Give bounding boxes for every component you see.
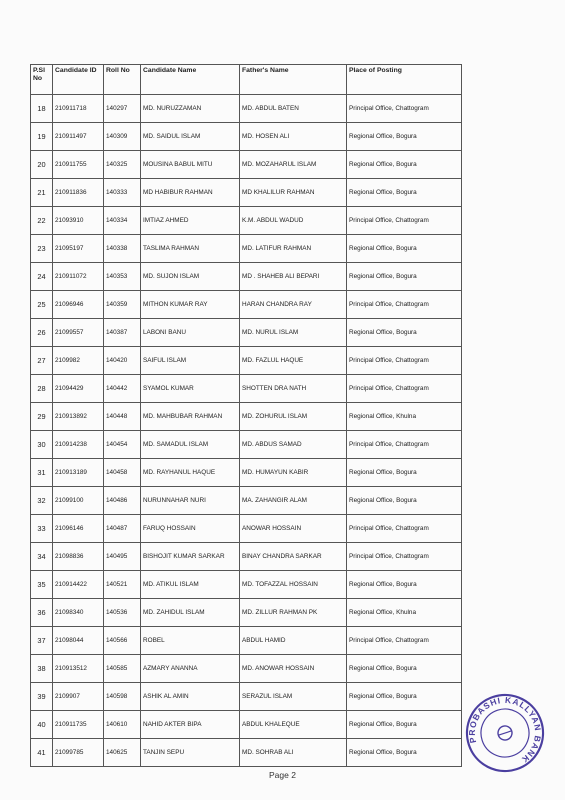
cell-candidate-name: MD. SAIDUL ISLAM (141, 123, 240, 151)
cell-place-of-posting: Principal Office, Chattogram (347, 627, 462, 655)
header-roll-no: Roll No (104, 65, 141, 95)
cell-place-of-posting: Principal Office, Chattogram (347, 375, 462, 403)
table-row (31, 179, 462, 207)
cell-candidate-name: TANJIN SEPU (141, 739, 240, 767)
cell-candidate-name: BISHOJIT KUMAR SARKAR (141, 543, 240, 571)
cell-fathers-name: ANOWAR HOSSAIN (240, 515, 347, 543)
cell-fathers-name: BINAY CHANDRA SARKAR (240, 543, 347, 571)
cell-place-of-posting: Regional Office, Bogura (347, 655, 462, 683)
table-row (31, 431, 462, 459)
cell-place-of-posting: Principal Office, Chattogram (347, 95, 462, 123)
cell-candidate-name: IMTIAZ AHMED (141, 207, 240, 235)
cell-sl-no: 38 (31, 655, 53, 683)
cell-candidate-id: 21098044 (53, 627, 104, 655)
cell-roll-no: 140338 (104, 235, 141, 263)
cell-place-of-posting: Principal Office, Chattogram (347, 543, 462, 571)
table-row (31, 543, 462, 571)
cell-roll-no: 140521 (104, 571, 141, 599)
cell-roll-no: 140585 (104, 655, 141, 683)
cell-candidate-name: FARUQ HOSSAIN (141, 515, 240, 543)
cell-sl-no: 24 (31, 263, 53, 291)
cell-sl-no: 39 (31, 683, 53, 711)
table-row (31, 627, 462, 655)
cell-roll-no: 140297 (104, 95, 141, 123)
cell-candidate-name: MD. SAMADUL ISLAM (141, 431, 240, 459)
cell-sl-no: 33 (31, 515, 53, 543)
cell-roll-no: 140536 (104, 599, 141, 627)
cell-place-of-posting: Regional Office, Khulna (347, 403, 462, 431)
cell-fathers-name: HARAN CHANDRA RAY (240, 291, 347, 319)
cell-roll-no: 140334 (104, 207, 141, 235)
cell-place-of-posting: Regional Office, Bogura (347, 263, 462, 291)
cell-candidate-id: 210911072 (53, 263, 104, 291)
cell-candidate-id: 21093910 (53, 207, 104, 235)
header-place-of-posting: Place of Posting (347, 65, 462, 95)
cell-fathers-name: SHOTTEN DRA NATH (240, 375, 347, 403)
cell-candidate-id: 21099557 (53, 319, 104, 347)
table-row (31, 711, 462, 739)
cell-fathers-name: MD. MOZAHARUL ISLAM (240, 151, 347, 179)
cell-roll-no: 140625 (104, 739, 141, 767)
cell-candidate-name: SYAMOL KUMAR (141, 375, 240, 403)
bank-seal (462, 690, 548, 776)
cell-candidate-id: 2109982 (53, 347, 104, 375)
cell-fathers-name: MD. SOHRAB ALI (240, 739, 347, 767)
table-row (31, 263, 462, 291)
cell-sl-no: 29 (31, 403, 53, 431)
cell-candidate-id: 210913189 (53, 459, 104, 487)
cell-sl-no: 22 (31, 207, 53, 235)
cell-roll-no: 140458 (104, 459, 141, 487)
cell-roll-no: 140566 (104, 627, 141, 655)
cell-roll-no: 140495 (104, 543, 141, 571)
cell-sl-no: 19 (31, 123, 53, 151)
cell-sl-no: 28 (31, 375, 53, 403)
cell-sl-no: 32 (31, 487, 53, 515)
cell-roll-no: 140610 (104, 711, 141, 739)
cell-fathers-name: K.M. ABDUL WADUD (240, 207, 347, 235)
table-row (31, 291, 462, 319)
cell-sl-no: 35 (31, 571, 53, 599)
cell-candidate-name: MD. RAYHANUL HAQUE (141, 459, 240, 487)
cell-place-of-posting: Regional Office, Khulna (347, 599, 462, 627)
seal-text: PROBASHI KALLYAN BANK (466, 694, 544, 766)
cell-candidate-name: MITHON KUMAR RAY (141, 291, 240, 319)
cell-place-of-posting: Regional Office, Bogura (347, 235, 462, 263)
cell-candidate-id: 210911755 (53, 151, 104, 179)
cell-sl-no: 37 (31, 627, 53, 655)
cell-place-of-posting: Principal Office, Chattogram (347, 347, 462, 375)
cell-sl-no: 26 (31, 319, 53, 347)
cell-fathers-name: MD KHALILUR RAHMAN (240, 179, 347, 207)
table-row (31, 207, 462, 235)
cell-candidate-id: 21096146 (53, 515, 104, 543)
table-row (31, 487, 462, 515)
seal-graphic (462, 690, 548, 776)
cell-fathers-name: MD. NURUL ISLAM (240, 319, 347, 347)
cell-fathers-name: MD. ABDUS SAMAD (240, 431, 347, 459)
cell-candidate-name: MD. SUJON ISLAM (141, 263, 240, 291)
cell-roll-no: 140486 (104, 487, 141, 515)
cell-place-of-posting: Regional Office, Bogura (347, 571, 462, 599)
table-row (31, 123, 462, 151)
cell-candidate-id: 21095197 (53, 235, 104, 263)
table-header (31, 65, 462, 95)
cell-roll-no: 140325 (104, 151, 141, 179)
table-row (31, 739, 462, 767)
cell-place-of-posting: Principal Office, Chattogram (347, 291, 462, 319)
cell-roll-no: 140598 (104, 683, 141, 711)
cell-roll-no: 140353 (104, 263, 141, 291)
cell-place-of-posting: Regional Office, Bogura (347, 151, 462, 179)
cell-candidate-id: 210913512 (53, 655, 104, 683)
header-candidate-name: Candidate Name (141, 65, 240, 95)
table-row (31, 235, 462, 263)
cell-place-of-posting: Regional Office, Bogura (347, 683, 462, 711)
cell-place-of-posting: Principal Office, Chattogram (347, 207, 462, 235)
header-row (31, 65, 462, 95)
cell-fathers-name: MD . SHAHEB ALI BEPARI (240, 263, 347, 291)
cell-place-of-posting: Principal Office, Chattogram (347, 515, 462, 543)
cell-candidate-name: MD HABIBUR RAHMAN (141, 179, 240, 207)
table-row (31, 655, 462, 683)
cell-fathers-name: MD. HOSEN ALI (240, 123, 347, 151)
table-row (31, 319, 462, 347)
cell-roll-no: 140359 (104, 291, 141, 319)
cell-roll-no: 140387 (104, 319, 141, 347)
cell-roll-no: 140420 (104, 347, 141, 375)
table-row (31, 571, 462, 599)
cell-candidate-name: NAHID AKTER BIPA (141, 711, 240, 739)
cell-sl-no: 34 (31, 543, 53, 571)
page-number: Page 2 (269, 770, 296, 780)
cell-fathers-name: ABDUL HAMID (240, 627, 347, 655)
cell-sl-no: 36 (31, 599, 53, 627)
cell-fathers-name: ABDUL KHALEQUE (240, 711, 347, 739)
cell-fathers-name: MD. FAZLUL HAQUE (240, 347, 347, 375)
cell-sl-no: 20 (31, 151, 53, 179)
cell-candidate-id: 210911735 (53, 711, 104, 739)
cell-roll-no: 140309 (104, 123, 141, 151)
header-candidate-id: Candidate ID (53, 65, 104, 95)
cell-candidate-name: LABONI BANU (141, 319, 240, 347)
cell-sl-no: 30 (31, 431, 53, 459)
cell-candidate-name: NURUNNAHAR NURI (141, 487, 240, 515)
cell-candidate-name: ASHIK AL AMIN (141, 683, 240, 711)
cell-candidate-id: 21099785 (53, 739, 104, 767)
cell-candidate-name: SAIFUL ISLAM (141, 347, 240, 375)
cell-candidate-name: MD. ATIKUL ISLAM (141, 571, 240, 599)
cell-fathers-name: MD. ANOWAR HOSSAIN (240, 655, 347, 683)
table-row (31, 375, 462, 403)
cell-place-of-posting: Regional Office, Bogura (347, 487, 462, 515)
table-row (31, 515, 462, 543)
cell-fathers-name: MD. ABDUL BATEN (240, 95, 347, 123)
cell-sl-no: 21 (31, 179, 53, 207)
cell-sl-no: 41 (31, 739, 53, 767)
cell-candidate-id: 21094429 (53, 375, 104, 403)
cell-place-of-posting: Regional Office, Bogura (347, 179, 462, 207)
cell-candidate-name: MD. ZAHIDUL ISLAM (141, 599, 240, 627)
cell-fathers-name: MD. ZILLUR RAHMAN PK (240, 599, 347, 627)
cell-place-of-posting: Regional Office, Bogura (347, 123, 462, 151)
cell-candidate-id: 210914422 (53, 571, 104, 599)
cell-candidate-id: 210914238 (53, 431, 104, 459)
cell-candidate-name: TASLIMA RAHMAN (141, 235, 240, 263)
table-row (31, 459, 462, 487)
cell-sl-no: 40 (31, 711, 53, 739)
cell-fathers-name: MD. LATIFUR RAHMAN (240, 235, 347, 263)
cell-sl-no: 25 (31, 291, 53, 319)
cell-place-of-posting: Regional Office, Bogura (347, 459, 462, 487)
table-row (31, 683, 462, 711)
cell-candidate-id: 210911836 (53, 179, 104, 207)
cell-sl-no: 31 (31, 459, 53, 487)
cell-place-of-posting: Regional Office, Bogura (347, 711, 462, 739)
cell-candidate-id: 21099100 (53, 487, 104, 515)
cell-fathers-name: MD. HUMAYUN KABIR (240, 459, 347, 487)
cell-place-of-posting: Principal Office, Chattogram (347, 431, 462, 459)
cell-roll-no: 140333 (104, 179, 141, 207)
cell-roll-no: 140454 (104, 431, 141, 459)
cell-sl-no: 23 (31, 235, 53, 263)
cell-candidate-name: MOUSINA BABUL MITU (141, 151, 240, 179)
cell-fathers-name: MD. TOFAZZAL HOSSAIN (240, 571, 347, 599)
cell-candidate-id: 2109907 (53, 683, 104, 711)
cell-roll-no: 140442 (104, 375, 141, 403)
posting-table (30, 64, 462, 767)
cell-candidate-name: MD. MAHBUBAR RAHMAN (141, 403, 240, 431)
table-body (31, 95, 462, 767)
cell-candidate-name: MD. NURUZZAMAN (141, 95, 240, 123)
cell-candidate-id: 21096946 (53, 291, 104, 319)
cell-fathers-name: MD. ZOHURUL ISLAM (240, 403, 347, 431)
header-fathers-name: Father's Name (240, 65, 347, 95)
cell-candidate-id: 21098836 (53, 543, 104, 571)
cell-fathers-name: MA. ZAHANGIR ALAM (240, 487, 347, 515)
cell-candidate-id: 210913892 (53, 403, 104, 431)
table-row (31, 95, 462, 123)
cell-candidate-id: 210911718 (53, 95, 104, 123)
cell-sl-no: 18 (31, 95, 53, 123)
cell-roll-no: 140448 (104, 403, 141, 431)
cell-candidate-id: 21098340 (53, 599, 104, 627)
cell-candidate-id: 210911497 (53, 123, 104, 151)
cell-candidate-name: AZMARY ANANNA (141, 655, 240, 683)
cell-sl-no: 27 (31, 347, 53, 375)
table-row (31, 403, 462, 431)
cell-roll-no: 140487 (104, 515, 141, 543)
cell-place-of-posting: Regional Office, Bogura (347, 739, 462, 767)
cell-candidate-name: ROBEL (141, 627, 240, 655)
header-sl-no: P.Sl No (31, 65, 53, 95)
cell-place-of-posting: Regional Office, Bogura (347, 319, 462, 347)
cell-fathers-name: SERAZUL ISLAM (240, 683, 347, 711)
table-row (31, 599, 462, 627)
table-row (31, 151, 462, 179)
table-row (31, 347, 462, 375)
